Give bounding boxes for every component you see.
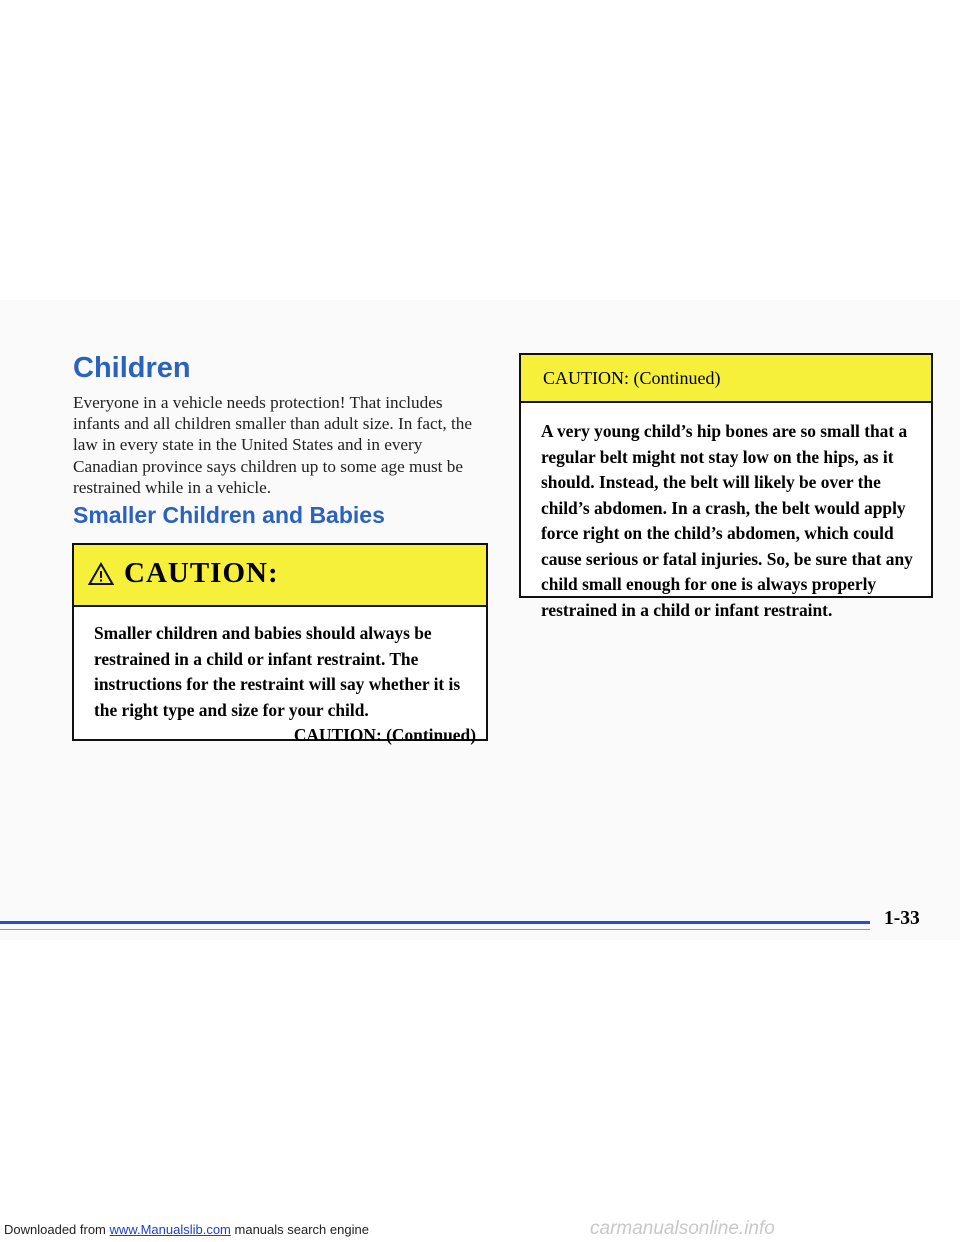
download-footer: Downloaded from www.Manualslib.com manuals search engine (4, 1222, 369, 1237)
caution-title: CAUTION: (Continued) (543, 368, 721, 388)
intro-paragraph: Everyone in a vehicle needs protection! That includes infants and all children smaller than adult size. In fact, the law in every state in the United States and in every Canadian province says children up to some age must be restrained while in a vehicle. (73, 393, 472, 497)
caution-header (74, 545, 486, 607)
warning-triangle-icon (88, 562, 114, 586)
site-watermark: carmanualsonline.info (590, 1218, 775, 1239)
caution-text: Smaller children and babies should always be restrained in a child or infant restraint. The instructions for the restraint will say whether it is the right type and size for your child. (94, 623, 461, 720)
caution-text: A very young child’s hip bones are so small that a regular belt might not stay low on the hips, as it should. Instead, the belt will likely be over the child’s abdomen. In a crash, the belt would apply force right on the child’s abdomen, which could cause serious or fatal injuries. So, be sure that any child small enough for one is always properly restrained in a child or infant restraint. (541, 421, 913, 620)
page-number: 1-33 (884, 908, 920, 929)
footer-rule (0, 921, 870, 924)
caution-box (72, 543, 488, 745)
footer-rule-thin (0, 929, 870, 930)
caution-title: CAUTION: (124, 557, 279, 589)
section-heading: Children (73, 352, 191, 384)
subsection-heading: Smaller Children and Babies (73, 502, 385, 528)
caution-continued: CAUTION: (Continued) (293, 725, 476, 745)
caution-continued-box (519, 353, 933, 620)
caution-header (521, 355, 931, 403)
manualslib-link[interactable]: www.Manualslib.com (109, 1222, 231, 1237)
